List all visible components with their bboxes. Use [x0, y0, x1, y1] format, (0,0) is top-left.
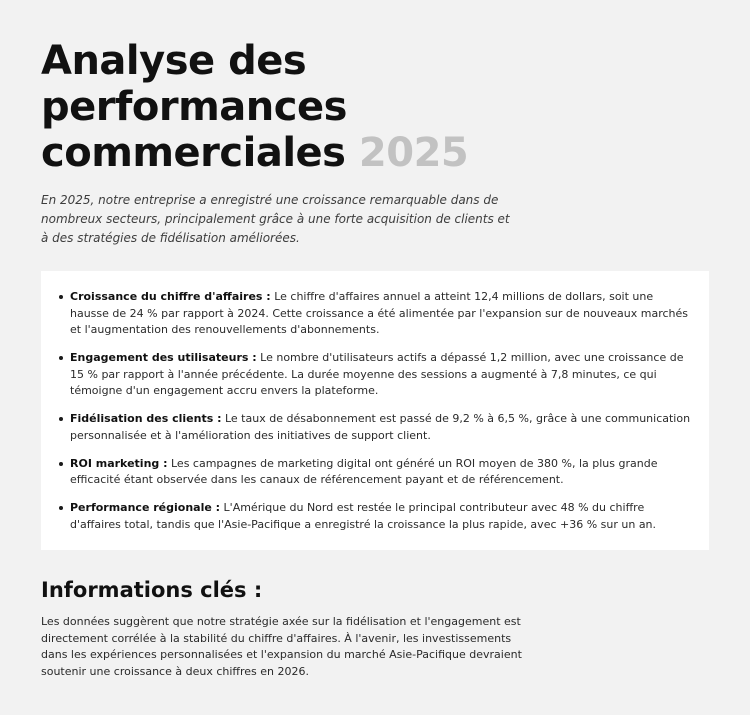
highlight-item-regional — [70, 500, 691, 533]
highlight-item-revenue — [70, 289, 691, 339]
highlights-card — [41, 271, 709, 550]
highlight-label: Croissance du chiffre d'affaires : — [70, 290, 271, 303]
insights-paragraph: Les données suggèrent que notre stratégie axée sur la fidélisation et l'engagement est directement corrélée à la stabilité du chiffre d'affaires. À l'avenir, les investissements dans les expériences personnalisées et l'expansion du marché Asie-Pacifique devraient soutenir une croissance à deux chiffres en 2026. — [41, 615, 522, 678]
highlight-text: Le taux de désabonnement est passé de 9,2 % à 6,5 %, grâce à une communication personnalisée et à l'amélioration des initiatives de support client. — [70, 412, 691, 442]
page-title — [41, 0, 501, 176]
highlight-text: Le chiffre d'affaires annuel a atteint 12,4 millions de dollars, soit une hausse de 24 % par rapport à 2024. Cette croissance a été alimentée par l'expansion sur de nouveaux marchés et l'augmentation des renouvellements d'abonnements. — [70, 290, 689, 336]
intro-paragraph: En 2025, notre entreprise a enregistré une croissance remarquable dans de nombreux secteurs, principalement grâce à une forte acquisition de clients et à des stratégies de fidélisation améliorées. — [41, 193, 510, 245]
title-year: 2025 — [358, 130, 469, 176]
insights-heading: Informations clés : — [41, 578, 263, 602]
highlight-label: Engagement des utilisateurs : — [70, 351, 257, 364]
highlight-label: ROI marketing : — [70, 456, 168, 470]
title-text: Analyse des performances commerciales — [41, 38, 347, 176]
highlight-item-retention — [70, 411, 691, 444]
highlights-list — [70, 289, 691, 533]
highlight-text: L'Amérique du Nord est restée le principal contributeur avec 48 % du chiffre d'affaires total, tandis que l'Asie-Pacifique a enregistré la croissance la plus rapide, avec +36 % sur un an. — [70, 501, 657, 531]
highlight-text: Le nombre d'utilisateurs actifs a dépassé 1,2 million, avec une croissance de 15 % par rapport à l'année précédente. La durée moyenne des sessions a augmenté à 7,8 minutes, ce qui témoigne d'un engagement accru envers la plateforme. — [70, 351, 684, 397]
highlight-item-roi — [70, 456, 691, 489]
highlight-label: Performance régionale : — [70, 501, 221, 514]
highlight-label: Fidélisation des clients : — [70, 412, 222, 425]
report-page — [41, 0, 709, 678]
highlight-item-engagement — [70, 350, 691, 400]
highlight-text: Les campagnes de marketing digital ont généré un ROI moyen de 380 %, la plus grande efficacité étant observée dans les canaux de référencement payant et de référencement. — [70, 456, 658, 486]
